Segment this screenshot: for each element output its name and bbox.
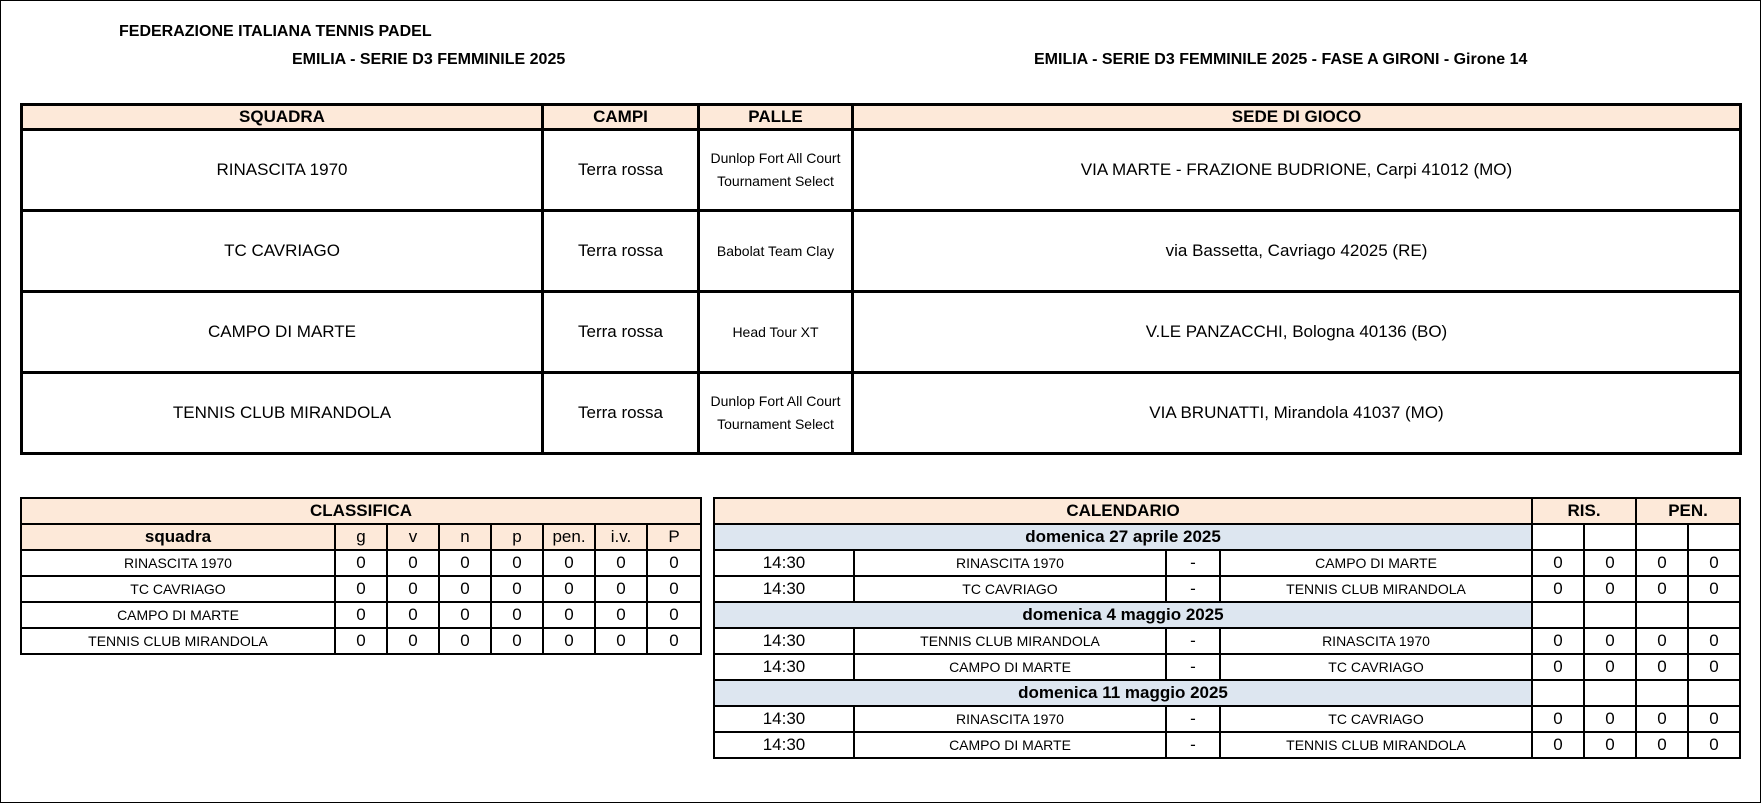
- pen-away: 0: [1688, 732, 1740, 758]
- match-separator: -: [1166, 732, 1220, 758]
- standings-value: 0: [335, 576, 387, 602]
- standings-value: 0: [595, 576, 647, 602]
- standings-value: 0: [439, 550, 491, 576]
- team-court: Terra rossa: [543, 373, 699, 454]
- table-row: [714, 550, 1740, 576]
- table-row: [21, 550, 701, 576]
- standings-col-points: P: [647, 524, 701, 550]
- team-court: Terra rossa: [543, 211, 699, 292]
- standings-value: 0: [335, 550, 387, 576]
- table-row: [714, 576, 1740, 602]
- teams-header-squadra: SQUADRA: [22, 105, 543, 130]
- table-row: [22, 373, 1741, 454]
- round-row: [714, 524, 1740, 550]
- standings-value: 0: [335, 628, 387, 654]
- standings-value: 0: [647, 576, 701, 602]
- calendar-header-row: [714, 498, 1740, 524]
- round-date: domenica 27 aprile 2025: [714, 524, 1532, 550]
- ris-home: 0: [1532, 706, 1584, 732]
- table-row: [22, 292, 1741, 373]
- round-row: [714, 602, 1740, 628]
- standings-value: 0: [647, 602, 701, 628]
- table-row: [21, 602, 701, 628]
- standings-value: 0: [595, 602, 647, 628]
- team-name: CAMPO DI MARTE: [22, 292, 543, 373]
- standings-title: CLASSIFICA: [21, 498, 701, 524]
- standings-value: 0: [439, 628, 491, 654]
- team-balls: Babolat Team Clay: [699, 211, 853, 292]
- standings-team: TENNIS CLUB MIRANDOLA: [21, 628, 335, 654]
- ris-home: 0: [1532, 628, 1584, 654]
- table-row: [22, 211, 1741, 292]
- standings-team: TC CAVRIAGO: [21, 576, 335, 602]
- home-team: RINASCITA 1970: [854, 550, 1166, 576]
- match-time: 14:30: [714, 706, 854, 732]
- away-team: TC CAVRIAGO: [1220, 654, 1532, 680]
- round-row: [714, 680, 1740, 706]
- match-separator: -: [1166, 706, 1220, 732]
- standings-value: 0: [595, 628, 647, 654]
- standings-table: [20, 497, 702, 655]
- away-team: TC CAVRIAGO: [1220, 706, 1532, 732]
- standings-col-v: v: [387, 524, 439, 550]
- pen-home: 0: [1636, 576, 1688, 602]
- standings-col-pen: pen.: [543, 524, 595, 550]
- table-row: [714, 732, 1740, 758]
- match-time: 14:30: [714, 732, 854, 758]
- away-team: RINASCITA 1970: [1220, 628, 1532, 654]
- pen-away: 0: [1688, 654, 1740, 680]
- standings-col-p: p: [491, 524, 543, 550]
- away-team: TENNIS CLUB MIRANDOLA: [1220, 576, 1532, 602]
- match-time: 14:30: [714, 654, 854, 680]
- match-separator: -: [1166, 550, 1220, 576]
- team-venue: V.LE PANZACCHI, Bologna 40136 (BO): [853, 292, 1741, 373]
- team-name: TENNIS CLUB MIRANDOLA: [22, 373, 543, 454]
- championship-title: EMILIA - SERIE D3 FEMMINILE 2025: [292, 51, 566, 68]
- teams-header-sede: SEDE DI GIOCO: [853, 105, 1741, 130]
- away-team: TENNIS CLUB MIRANDOLA: [1220, 732, 1532, 758]
- team-name: TC CAVRIAGO: [22, 211, 543, 292]
- table-row: [21, 576, 701, 602]
- standings-value: 0: [543, 628, 595, 654]
- match-time: 14:30: [714, 628, 854, 654]
- phase-title: EMILIA - SERIE D3 FEMMINILE 2025 - FASE A GIRONI - Girone 14: [1034, 51, 1528, 68]
- standings-value: 0: [387, 602, 439, 628]
- standings-value: 0: [387, 628, 439, 654]
- pen-home: 0: [1636, 706, 1688, 732]
- ris-home: 0: [1532, 550, 1584, 576]
- standings-col-squadra: squadra: [21, 524, 335, 550]
- federation-title: FEDERAZIONE ITALIANA TENNIS PADEL: [119, 23, 432, 40]
- ris-away: 0: [1584, 706, 1636, 732]
- standings-value: 0: [647, 628, 701, 654]
- pen-header: PEN.: [1636, 498, 1740, 524]
- team-balls: Dunlop Fort All Court Tournament Select: [699, 373, 853, 454]
- pen-home: 0: [1636, 550, 1688, 576]
- pen-home: 0: [1636, 654, 1688, 680]
- standings-value: 0: [439, 602, 491, 628]
- standings-value: 0: [595, 550, 647, 576]
- standings-value: 0: [335, 602, 387, 628]
- table-row: [714, 706, 1740, 732]
- pen-away: 0: [1688, 628, 1740, 654]
- table-row: [21, 628, 701, 654]
- team-venue: VIA MARTE - FRAZIONE BUDRIONE, Carpi 41012 (MO): [853, 130, 1741, 211]
- round-date: domenica 11 maggio 2025: [714, 680, 1532, 706]
- standings-value: 0: [387, 550, 439, 576]
- team-balls: Head Tour XT: [699, 292, 853, 373]
- round-date: domenica 4 maggio 2025: [714, 602, 1532, 628]
- team-name: RINASCITA 1970: [22, 130, 543, 211]
- pen-home: 0: [1636, 732, 1688, 758]
- ris-away: 0: [1584, 550, 1636, 576]
- match-separator: -: [1166, 576, 1220, 602]
- calendar-title: CALENDARIO: [714, 498, 1532, 524]
- team-court: Terra rossa: [543, 130, 699, 211]
- team-court: Terra rossa: [543, 292, 699, 373]
- standings-header-row: [21, 524, 701, 550]
- standings-value: 0: [387, 576, 439, 602]
- table-row: [714, 628, 1740, 654]
- away-team: CAMPO DI MARTE: [1220, 550, 1532, 576]
- pen-away: 0: [1688, 550, 1740, 576]
- teams-header-palle: PALLE: [699, 105, 853, 130]
- standings-value: 0: [491, 550, 543, 576]
- standings-col-iv: i.v.: [595, 524, 647, 550]
- team-balls: Dunlop Fort All Court Tournament Select: [699, 130, 853, 211]
- ris-home: 0: [1532, 732, 1584, 758]
- pen-away: 0: [1688, 706, 1740, 732]
- standings-value: 0: [491, 576, 543, 602]
- ris-home: 0: [1532, 654, 1584, 680]
- standings-col-n: n: [439, 524, 491, 550]
- ris-away: 0: [1584, 732, 1636, 758]
- ris-away: 0: [1584, 654, 1636, 680]
- home-team: RINASCITA 1970: [854, 706, 1166, 732]
- calendar-table: [713, 497, 1741, 759]
- standings-col-g: g: [335, 524, 387, 550]
- match-time: 14:30: [714, 576, 854, 602]
- teams-header-row: [22, 105, 1741, 130]
- standings-value: 0: [491, 628, 543, 654]
- pen-away: 0: [1688, 576, 1740, 602]
- standings-value: 0: [647, 550, 701, 576]
- team-venue: VIA BRUNATTI, Mirandola 41037 (MO): [853, 373, 1741, 454]
- ris-away: 0: [1584, 628, 1636, 654]
- match-separator: -: [1166, 654, 1220, 680]
- ris-header: RIS.: [1532, 498, 1636, 524]
- match-time: 14:30: [714, 550, 854, 576]
- match-separator: -: [1166, 628, 1220, 654]
- standings-value: 0: [543, 550, 595, 576]
- pen-home: 0: [1636, 628, 1688, 654]
- table-row: [714, 654, 1740, 680]
- home-team: TENNIS CLUB MIRANDOLA: [854, 628, 1166, 654]
- standings-value: 0: [543, 602, 595, 628]
- team-venue: via Bassetta, Cavriago 42025 (RE): [853, 211, 1741, 292]
- teams-header-campi: CAMPI: [543, 105, 699, 130]
- home-team: CAMPO DI MARTE: [854, 732, 1166, 758]
- standings-value: 0: [439, 576, 491, 602]
- standings-value: 0: [491, 602, 543, 628]
- standings-team: CAMPO DI MARTE: [21, 602, 335, 628]
- table-row: [22, 130, 1741, 211]
- home-team: TC CAVRIAGO: [854, 576, 1166, 602]
- home-team: CAMPO DI MARTE: [854, 654, 1166, 680]
- ris-home: 0: [1532, 576, 1584, 602]
- ris-away: 0: [1584, 576, 1636, 602]
- standings-team: RINASCITA 1970: [21, 550, 335, 576]
- standings-value: 0: [543, 576, 595, 602]
- teams-table: [20, 103, 1742, 455]
